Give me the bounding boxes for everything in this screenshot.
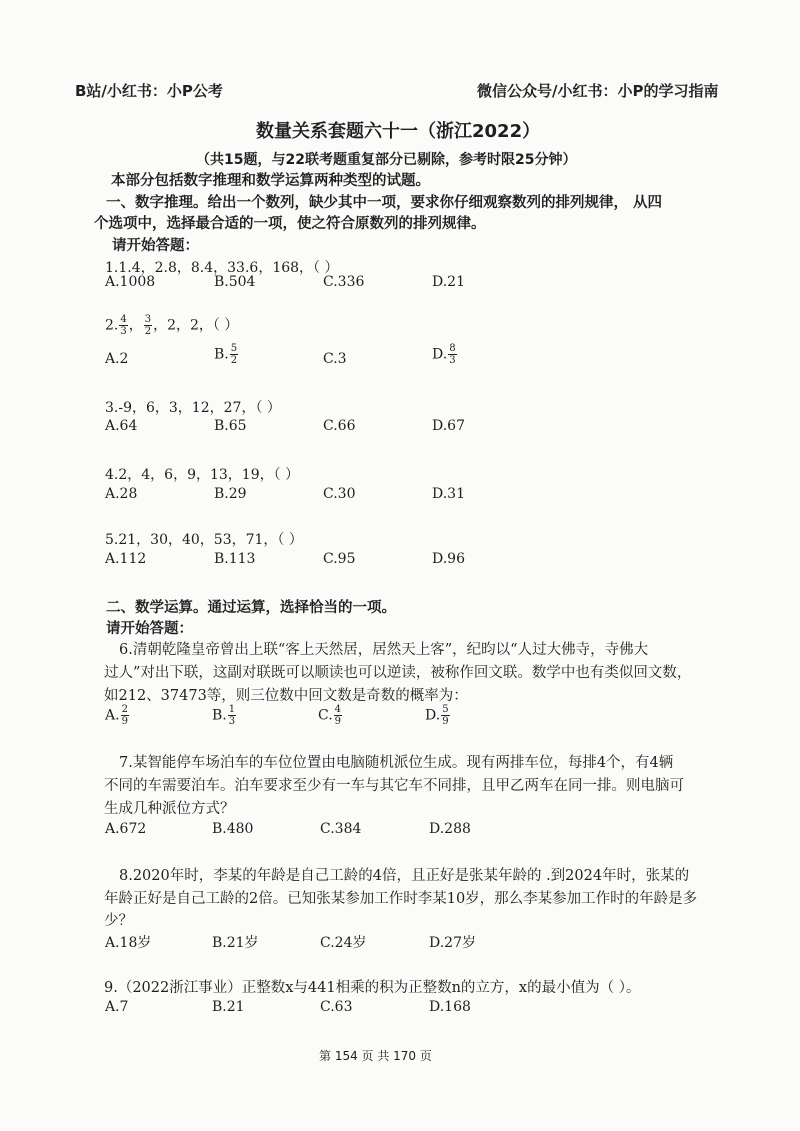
q6-option-a-fraction: $\frac{2}{9}$ xyxy=(121,704,128,727)
q6-line3: 如212、37473等，则三位数中回文数是奇数的概率为： xyxy=(104,688,468,704)
q3-option-d: D.67 xyxy=(432,418,465,434)
section2-line1: 二、数学运算。通过运算，选择恰当的一项。 xyxy=(106,600,396,616)
q8-line2: 年龄正好是自己工龄的2倍。已知张某参加工作时李某10岁，那么李某参加工作时的年龄是多 xyxy=(104,891,698,907)
q6-option-b-fraction: $\frac{1}{3}$ xyxy=(228,704,236,727)
section1-line2: 个选项中，选择最合适的一项，使之符合原数列的排列规律。 xyxy=(94,216,486,232)
section2-start: 请开始答题： xyxy=(106,621,193,637)
q7-option-c: C.384 xyxy=(320,821,362,837)
q7-option-b: B.480 xyxy=(212,821,254,837)
q9-option-c: C.63 xyxy=(320,999,353,1015)
q4-option-b: B.29 xyxy=(214,486,247,502)
q1-option-c: C.336 xyxy=(323,274,365,290)
q6-line1: 6.清朝乾隆皇帝曾出上联“客上天然居，居然天上客”，纪昀以“人过大佛寺，寺佛大 xyxy=(119,642,649,658)
q4-stem: 4.2，4，6，9，13，19，（ ） xyxy=(105,467,300,483)
q6-line2: 过人”对出下联，这副对联既可以顺读也可以逆读，被称作回文联。数学中也有类似回文数， xyxy=(104,665,692,681)
q2-option-c: C.3 xyxy=(323,351,347,367)
header-left: B站/小红书：小P公考 xyxy=(75,82,223,100)
q2-option-d-fraction: $\frac{8}{3}$ xyxy=(449,343,456,366)
q3-option-c: C.66 xyxy=(323,418,356,434)
q6-option-b: B. $\frac{1}{3}$ xyxy=(212,704,236,727)
q2-option-a: A.2 xyxy=(105,351,129,367)
q2-stem: 2. $\frac{4}{3}$ ， $\frac{3}{2}$ ，2，2，（ ） xyxy=(105,314,239,337)
q2-fraction-2: $\frac{3}{2}$ xyxy=(144,314,152,337)
q4-option-d: D.31 xyxy=(432,486,465,502)
q8-option-b: B.21岁 xyxy=(212,935,259,951)
q7-line2: 不同的车需要泊车。泊车要求至少有一车与其它车不同排，且甲乙两车在同一排。则电脑可 xyxy=(104,778,684,794)
q7-line1: 7.某智能停车场泊车的车位位置由电脑随机派位生成。现有两排车位，每排4个，有4辆 xyxy=(119,755,674,771)
q9-option-b: B.21 xyxy=(212,999,245,1015)
q1-option-d: D.21 xyxy=(432,274,465,290)
q1-stem: 1.1.4，2.8，8.4，33.6，168，（ ） xyxy=(105,260,339,276)
page-title: 数量关系套题六十一（浙江2022） xyxy=(256,121,541,142)
q8-option-a: A.18岁 xyxy=(105,935,152,951)
q2-option-b-fraction: $\frac{5}{2}$ xyxy=(230,343,238,366)
q8-option-d: D.27岁 xyxy=(429,935,476,951)
q7-option-a: A.672 xyxy=(105,821,147,837)
q3-option-a: A.64 xyxy=(105,418,138,434)
q6-option-d-fraction: $\frac{5}{9}$ xyxy=(442,704,449,727)
q1-option-a: A.1008 xyxy=(105,274,156,290)
q2-fraction-1: $\frac{4}{3}$ xyxy=(120,314,127,337)
q5-option-d: D.96 xyxy=(432,551,465,567)
q8-line1: 8.2020年时，李某的年龄是自己工龄的4倍，且正好是张某年龄的 .到2024年时，张某的 xyxy=(119,868,690,884)
q7-option-d: D.288 xyxy=(429,821,471,837)
q6-option-c: C. $\frac{4}{9}$ xyxy=(318,704,342,727)
q4-option-a: A.28 xyxy=(105,486,138,502)
section1-line1: 一、数字推理。给出一个数列，缺少其中一项，要求你仔细观察数列的排列规律， 从四 xyxy=(106,195,663,211)
q9-option-d: D.168 xyxy=(429,999,471,1015)
q2-option-d: D. $\frac{8}{3}$ xyxy=(432,343,456,366)
page-subtitle: （共15题，与22联考题重复部分已剔除，参考时限25分钟） xyxy=(196,152,577,168)
q4-option-c: C.30 xyxy=(323,486,356,502)
q9-line1: 9.（2022浙江事业）正整数x与441相乘的积为正整数n的立方，x的最小值为（ ）。 xyxy=(104,980,641,996)
q2-option-b: B. $\frac{5}{2}$ xyxy=(214,343,238,366)
q8-option-c: C.24岁 xyxy=(320,935,367,951)
q6-option-c-fraction: $\frac{4}{9}$ xyxy=(334,704,342,727)
q2-stem-rest: 2，2，（ ） xyxy=(167,317,239,334)
page-footer: 第 154 页 共 170 页 xyxy=(319,1049,432,1063)
q1-option-b: B.504 xyxy=(214,274,256,290)
q7-line3: 生成几种派位方式？ xyxy=(104,801,235,817)
q5-option-b: B.113 xyxy=(214,551,256,567)
q5-stem: 5.21，30，40，53，71，（ ） xyxy=(105,532,303,548)
q9-option-a: A.7 xyxy=(105,999,129,1015)
q2-number: 2. xyxy=(105,317,119,334)
q5-option-c: C.95 xyxy=(323,551,356,567)
q3-option-b: B.65 xyxy=(214,418,247,434)
q6-option-a: A. $\frac{2}{9}$ xyxy=(105,704,128,727)
q6-option-d: D. $\frac{5}{9}$ xyxy=(425,704,449,727)
intro-text: 本部分包括数字推理和数学运算两种类型的试题。 xyxy=(111,173,430,189)
q3-stem: 3.-9，6，3，12，27，（ ） xyxy=(105,400,281,416)
section1-start: 请开始答题： xyxy=(112,238,199,254)
q5-option-a: A.112 xyxy=(105,551,147,567)
q8-line3: 少？ xyxy=(104,913,133,929)
header-right: 微信公众号/小红书：小P的学习指南 xyxy=(477,82,719,100)
